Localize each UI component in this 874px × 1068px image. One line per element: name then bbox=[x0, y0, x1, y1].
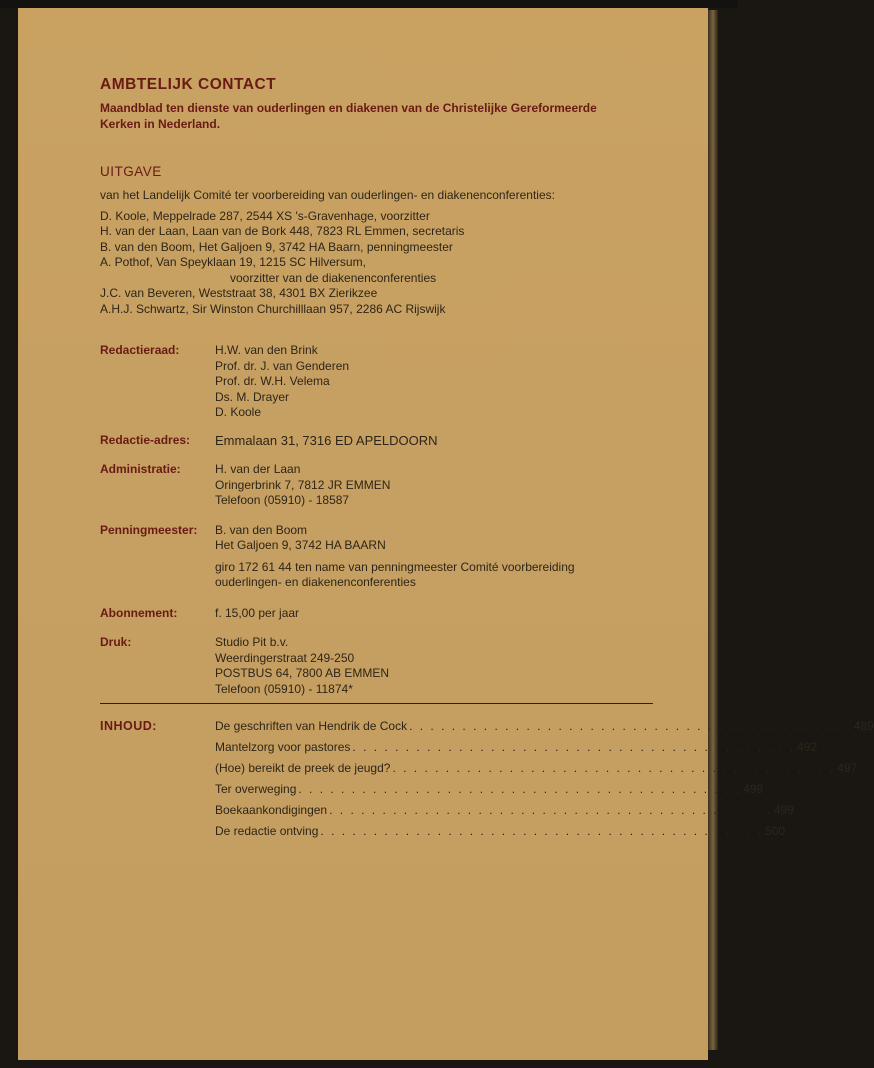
abonnement-row bbox=[100, 606, 660, 622]
inhoud-label: INHOUD: bbox=[100, 719, 157, 733]
value-line: f. 15,00 per jaar bbox=[215, 605, 300, 620]
toc-entry-page: 489 bbox=[853, 719, 874, 733]
administratie-label: Administratie: bbox=[100, 462, 181, 476]
redactieraad-row bbox=[100, 343, 660, 421]
druk-row bbox=[100, 635, 660, 697]
redactieraad-value bbox=[215, 343, 660, 421]
value-line: Weerdingerstraat 249-250 bbox=[215, 650, 355, 665]
magazine-subtitle bbox=[100, 100, 660, 132]
value-line: H. van der Laan bbox=[215, 462, 301, 476]
value-line: POSTBUS 64, 7800 AB EMMEN bbox=[215, 666, 390, 680]
member-line: voorzitter van de diakenenconferenties bbox=[230, 270, 437, 285]
toc-entry-page: 497 bbox=[837, 761, 858, 775]
toc-entry-page: 492 bbox=[797, 740, 818, 754]
giro-line: ouderlingen- en diakenenconferenties bbox=[215, 575, 416, 589]
toc-leader: . . . . . . . . . . . . . . . . . . . . . . . . . . . . . . . . . . . . . . . . . . bbox=[298, 782, 742, 796]
administratie-row bbox=[100, 462, 660, 509]
member-line: H. van der Laan, Laan van de Bork 448, 7823 RL Emmen, secretaris bbox=[100, 224, 465, 238]
value-line: Studio Pit b.v. bbox=[215, 635, 289, 649]
value-line: Telefoon (05910) - 18587 bbox=[215, 493, 350, 507]
toc-leader: . . . . . . . . . . . . . . . . . . . . . . . . . . . . . . . . . . . . . . . . . . bbox=[352, 740, 796, 754]
druk-label: Druk: bbox=[100, 635, 132, 649]
penningmeester-row bbox=[100, 523, 660, 591]
toc-leader: . . . . . . . . . . . . . . . . . . . . . . . . . . . . . . . . . . . . . . . . . . bbox=[320, 824, 764, 838]
redactie-adres-label: Redactie-adres: bbox=[100, 432, 191, 447]
value-line: B. van den Boom bbox=[215, 522, 308, 537]
toc-entry-title: Ter overweging bbox=[215, 782, 297, 796]
toc-leader: . . . . . . . . . . . . . . . . . . . . . . . . . . . . . . . . . . . . . . . . . . bbox=[329, 803, 772, 817]
value-line: Telefoon (05910) - 11874* bbox=[215, 681, 353, 696]
uitgave-title: UITGAVE bbox=[100, 164, 162, 179]
uitgave-intro: van het Landelijk Comité ter voorbereiding van ouderlingen- en diakenenconferenties: bbox=[100, 188, 555, 202]
toc-entry-title: Mantelzorg voor pastores bbox=[215, 740, 351, 754]
value-line: Ds. M. Drayer bbox=[215, 389, 290, 404]
member-line: A.H.J. Schwartz, Sir Winston Churchilllaan 957, 2286 AC Rijswijk bbox=[100, 301, 446, 316]
redactie-adres-row bbox=[100, 433, 660, 449]
toc-entry[interactable] bbox=[215, 800, 794, 821]
toc-entry-page: 499 bbox=[743, 782, 764, 796]
toc-entry[interactable] bbox=[215, 821, 786, 842]
subtitle-line: Maandblad ten dienste van ouderlingen en diakenen van de Christelijke Gereformeerde bbox=[100, 101, 597, 115]
member-line: B. van den Boom, Het Galjoen 9, 3742 HA Baarn, penningmeester bbox=[100, 239, 453, 254]
abonnement-label: Abonnement: bbox=[100, 605, 178, 620]
colophon bbox=[100, 76, 874, 842]
table-of-contents bbox=[100, 716, 874, 842]
toc-entry-title: Boekaankondigingen bbox=[215, 803, 328, 817]
toc-leader: . . . . . . . . . . . . . . . . . . . . . . . . . . . . . . . . . . . . . . . . . . bbox=[409, 719, 852, 733]
toc-list bbox=[215, 716, 874, 842]
toc-entry-title: (Hoe) bereikt de preek de jeugd? bbox=[215, 761, 391, 775]
penningmeester-label: Penningmeester: bbox=[100, 522, 198, 537]
toc-entry[interactable] bbox=[215, 716, 874, 737]
value-line: D. Koole bbox=[215, 405, 262, 419]
value-line: Emmalaan 31, 7316 ED APELDOORN bbox=[215, 432, 438, 448]
member-line: J.C. van Beveren, Weststraat 38, 4301 BX Zierikzee bbox=[100, 286, 378, 300]
magazine-title: AMBTELIJK CONTACT bbox=[100, 76, 277, 93]
toc-entry[interactable] bbox=[215, 737, 818, 758]
redactieraad-label: Redactieraad: bbox=[100, 343, 180, 357]
top-edge bbox=[0, 0, 738, 8]
administratie-value bbox=[215, 462, 660, 509]
value-line: Oringerbrink 7, 7812 JR EMMEN bbox=[215, 477, 391, 492]
druk-value bbox=[215, 635, 660, 697]
member-line: D. Koole, Meppelrade 287, 2544 XS 's-Gravenhage, voorzitter bbox=[100, 208, 430, 223]
penningmeester-value bbox=[215, 523, 660, 591]
toc-entry-page: 499 bbox=[773, 803, 794, 817]
toc-entry-title: De geschriften van Hendrik de Cock bbox=[215, 719, 408, 733]
value-line: Prof. dr. J. van Genderen bbox=[215, 358, 350, 373]
subtitle-line: Kerken in Nederland. bbox=[100, 117, 221, 131]
value-line: H.W. van den Brink bbox=[215, 343, 318, 357]
redactie-adres-value bbox=[215, 433, 660, 449]
toc-entry[interactable] bbox=[215, 758, 858, 779]
toc-leader: . . . . . . . . . . . . . . . . . . . . . . . . . . . . . . . . . . . . . . . . . . bbox=[392, 761, 836, 775]
toc-entry-page: 500 bbox=[765, 824, 786, 838]
value-line: Prof. dr. W.H. Velema bbox=[215, 374, 330, 388]
toc-entry[interactable] bbox=[215, 779, 764, 800]
abonnement-value bbox=[215, 606, 660, 622]
toc-entry-title: De redactie ontving bbox=[215, 824, 319, 838]
member-line: A. Pothof, Van Speyklaan 19, 1215 SC Hilversum, bbox=[100, 255, 366, 269]
page-spine bbox=[708, 10, 718, 1050]
value-line: Het Galjoen 9, 3742 HA BAARN bbox=[215, 538, 386, 552]
giro-line: giro 172 61 44 ten name van penningmeester Comité voorbereiding bbox=[215, 559, 575, 574]
